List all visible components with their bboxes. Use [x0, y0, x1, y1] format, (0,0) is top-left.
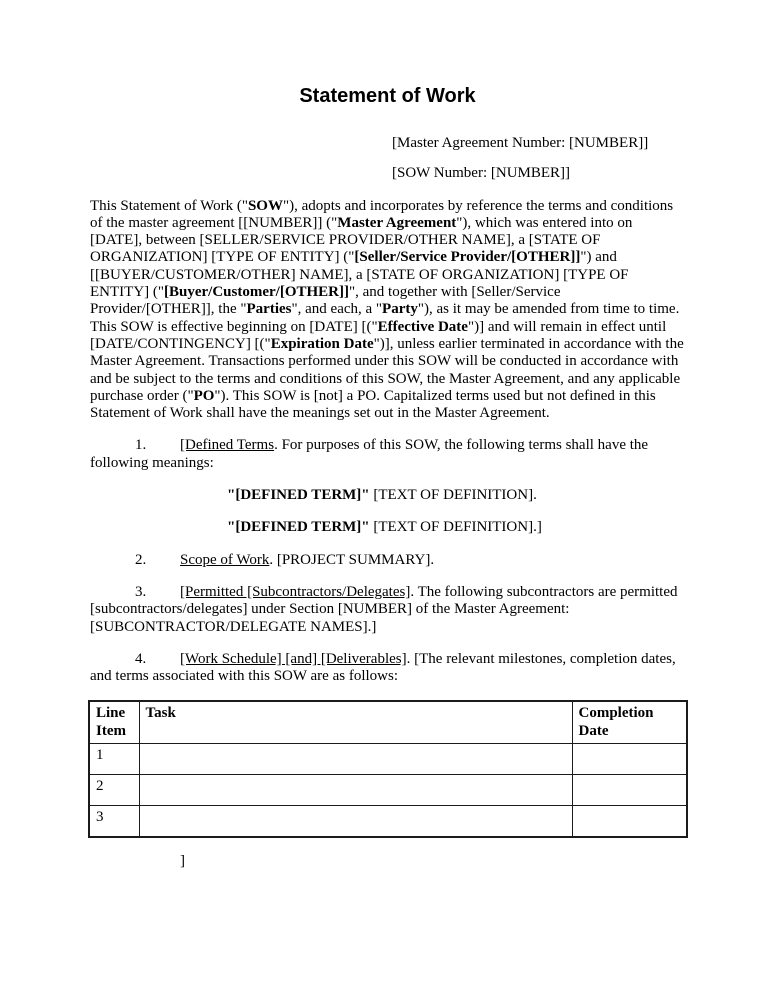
- section-2-number: 2.: [135, 551, 147, 568]
- line-item-cell: 2: [89, 775, 139, 806]
- document-title: Statement of Work: [299, 85, 476, 107]
- master-agreement-number-line: [Master Agreement Number: [NUMBER]]: [392, 135, 649, 151]
- table-header-row: [89, 701, 687, 743]
- section-1-number: 1.: [135, 437, 147, 454]
- sow-number-line: [SOW Number: [NUMBER]]: [392, 165, 571, 182]
- closing-bracket: ]: [180, 853, 185, 870]
- table-row: [89, 744, 687, 775]
- line-item-cell: 3: [89, 806, 139, 838]
- section-1-text: [Defined Terms. For purposes of this SOW, the following terms shall have the following meanings:: [90, 437, 649, 471]
- definition-line-1: "[DEFINED TERM]" [TEXT OF DEFINITION].: [227, 487, 537, 504]
- section-4-text: [Work Schedule] [and] [Deliverables]. [The relevant milestones, completion dates, and terms associated with this SOW are as follows:: [90, 650, 676, 685]
- column-header-line-item: Line Item: [89, 701, 139, 743]
- completion-date-cell: [572, 744, 687, 775]
- section-2-text: Scope of Work. [PROJECT SUMMARY].: [180, 551, 435, 568]
- column-header-task: Task: [139, 701, 572, 743]
- section-3-text: [Permitted [Subcontractors/Delegates]. The following subcontractors are permitted [subcontractors/delegates] under Section [NUMBER] of the Master Agreement: [SUBCONTRACTOR/DELEGATE NAMES].]: [90, 583, 678, 635]
- task-cell: [139, 775, 572, 806]
- section-3-permitted-subcontractors: [90, 584, 685, 636]
- task-cell: [139, 744, 572, 775]
- table-row: [89, 775, 687, 806]
- work-schedule-table: [88, 700, 688, 838]
- completion-date-cell: [572, 806, 687, 838]
- definition-line-2: "[DEFINED TERM]" [TEXT OF DEFINITION].]: [227, 519, 542, 536]
- intro-paragraph: This Statement of Work ("SOW"), adopts and incorporates by reference the terms and conditions of the master agreement [[NUMBER]] ("Master Agreement"), which was entered into on [DATE], between [SELLER/SERVICE PROVIDER/OTHER NAME], a [STATE OF ORGANIZATION] [TYPE OF ENTITY] ("[Seller/Service Provider/[OTHER]]") and [[BUYER/CUSTOMER/OTHER] NAME], a [STATE OF ORGANIZATION] [TYPE OF ENTITY] ("[Buyer/Customer/[OTHER]]", and together with [Seller/Service Provider/[OTHER]], the "Parties", and each, a "Party"), as it may be amended from time to time. This SOW is effective beginning on [DATE] [("Effective Date")] and will remain in effect until [DATE/CONTINGENCY] [("Expiration Date")], unless earlier terminated in accordance with the Master Agreement. Transactions performed under this SOW will be conducted in accordance with and be subject to the terms and conditions of this SOW, the Master Agreement, and any applicable purchase order ("PO"). This SOW is [not] a PO. Capitalized terms used but not defined in this Statement of Work shall have the meanings set out in the Master Agreement.: [90, 197, 684, 422]
- section-2-scope-of-work: [90, 552, 685, 569]
- task-cell: [139, 806, 572, 838]
- section-4-number: 4.: [135, 650, 147, 667]
- completion-date-cell: [572, 775, 687, 806]
- column-header-completion-date: Completion Date: [572, 701, 687, 743]
- line-item-cell: 1: [89, 744, 139, 775]
- section-1-defined-terms: [90, 437, 685, 472]
- section-4-work-schedule: [90, 651, 685, 686]
- section-3-number: 3.: [135, 583, 147, 600]
- table-row: [89, 806, 687, 838]
